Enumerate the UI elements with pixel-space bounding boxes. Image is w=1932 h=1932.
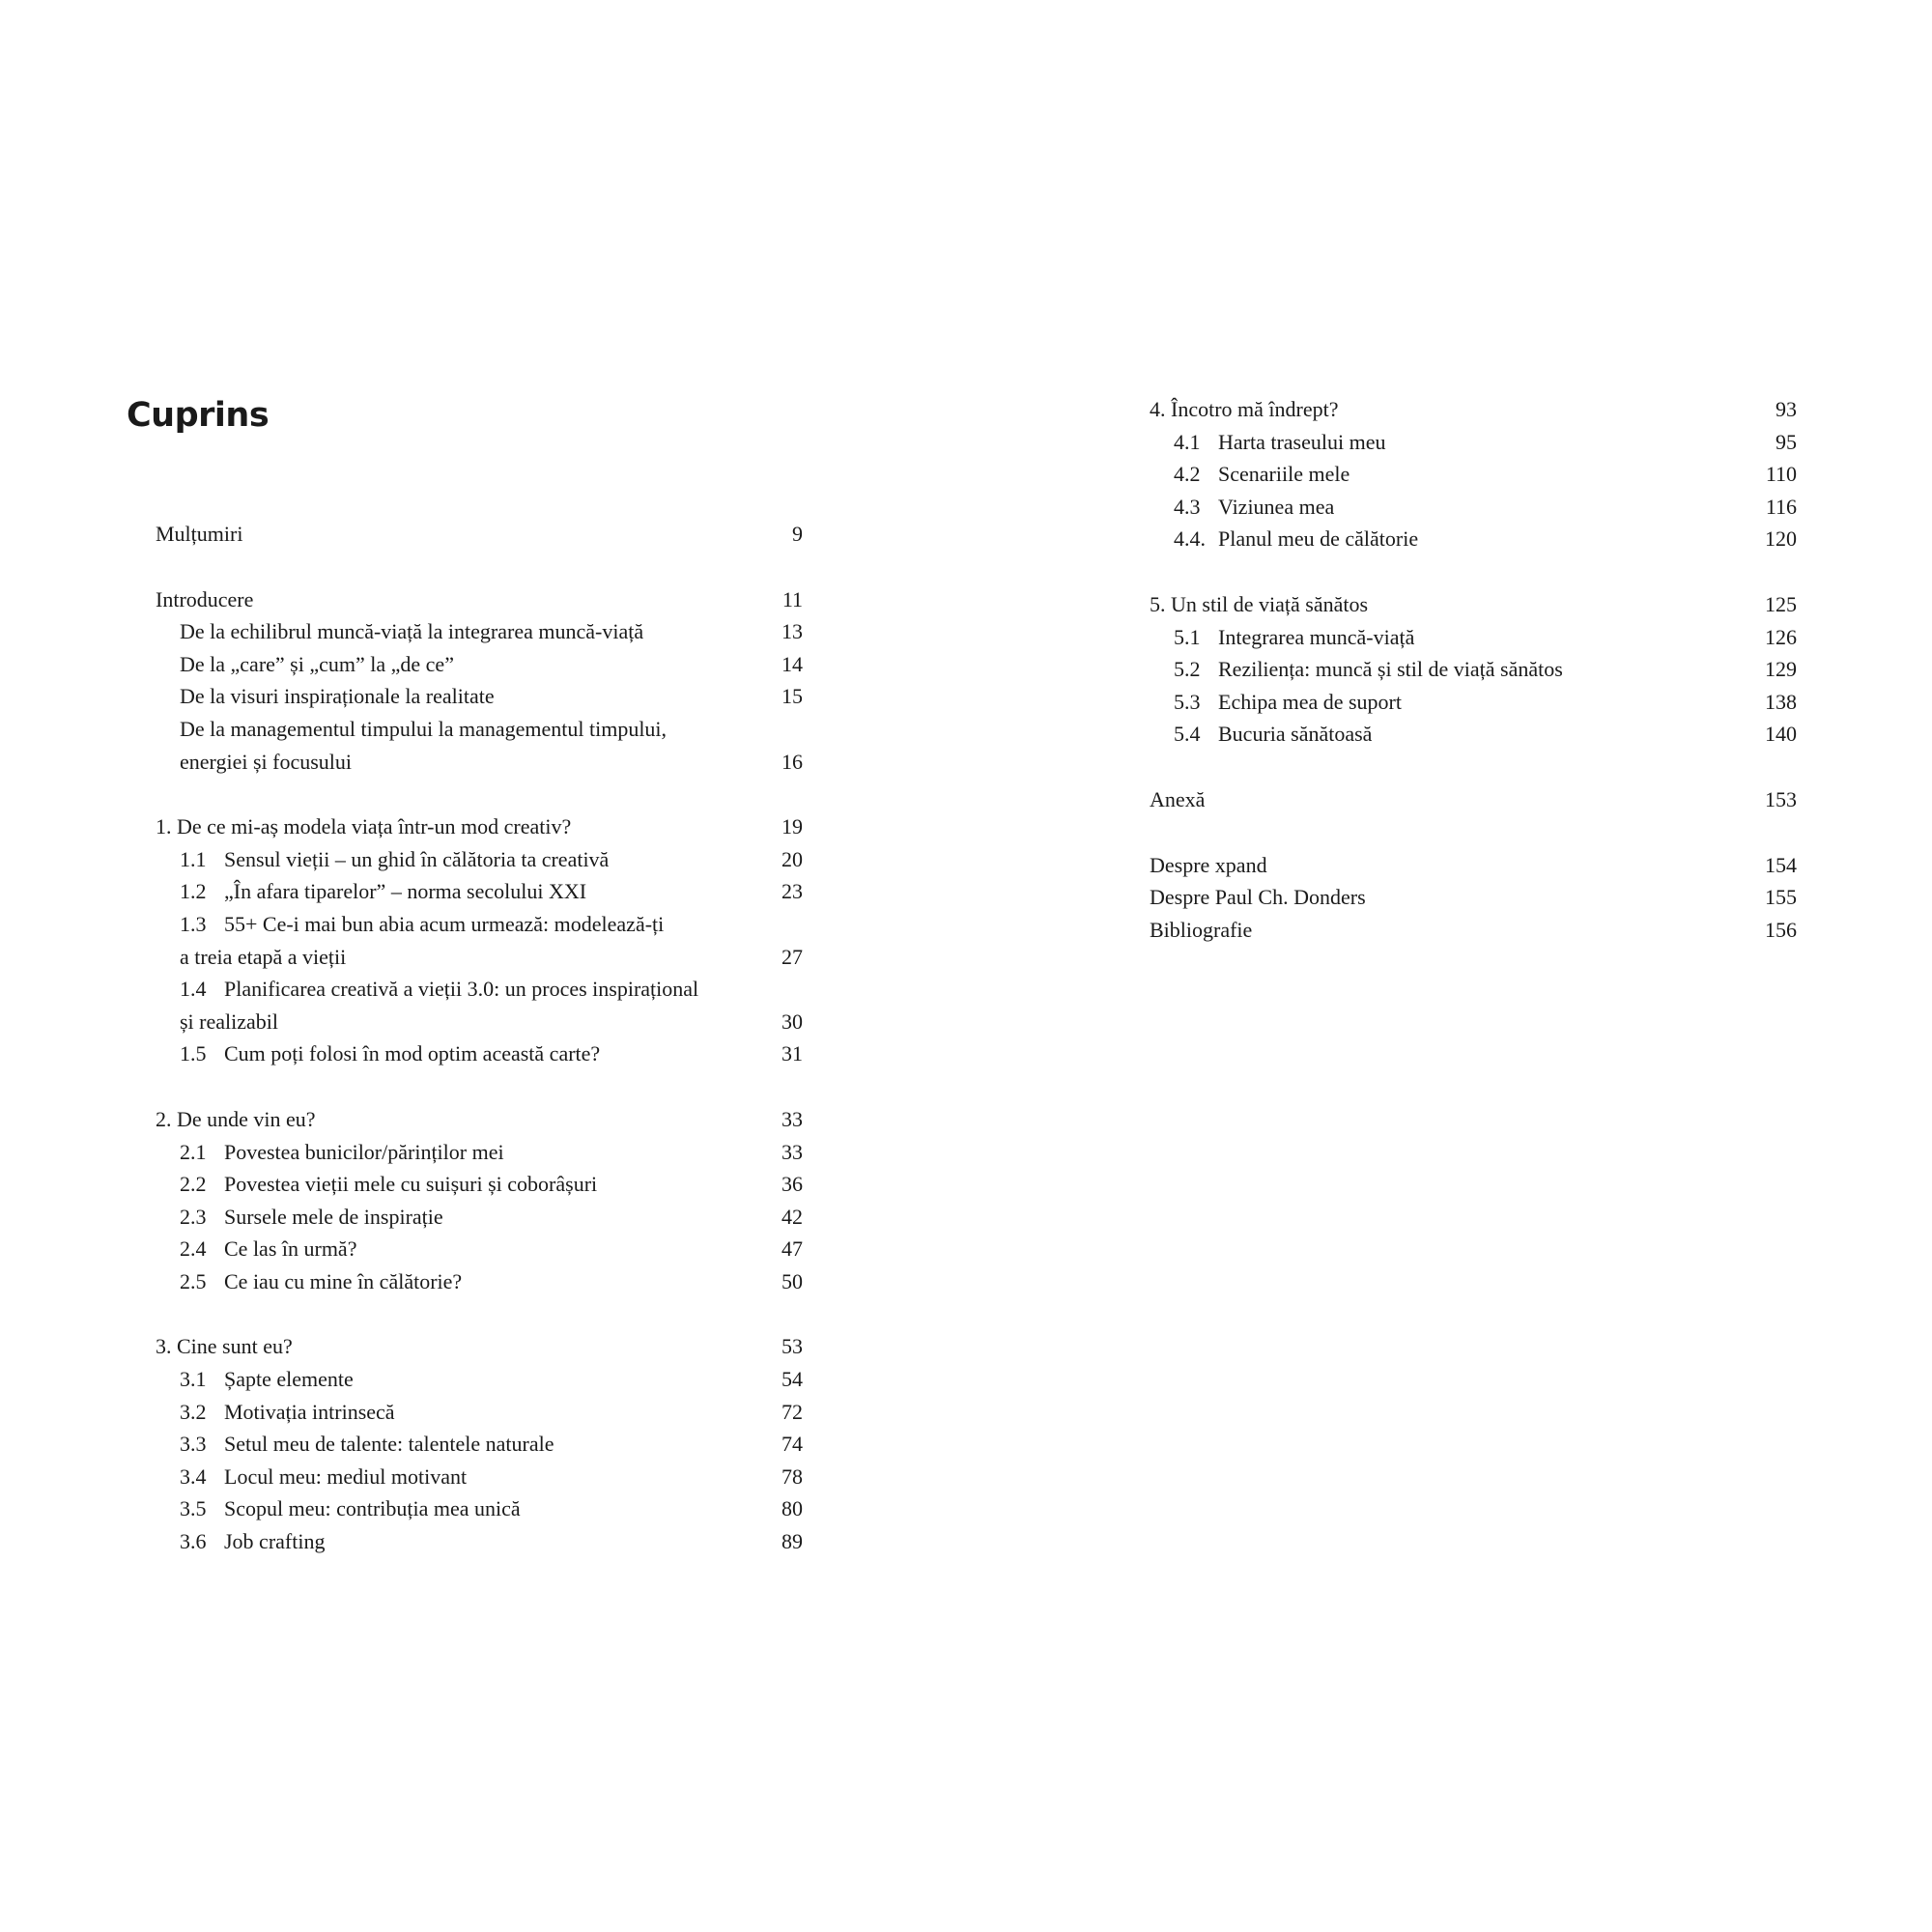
toc-entry-title: 55+ Ce-i mai bun abia acum urmează: modelează-ți bbox=[224, 911, 665, 936]
toc-entry-title: Setul meu de talente: talentele naturale bbox=[224, 1432, 554, 1457]
toc-page-number: 23 bbox=[781, 879, 803, 904]
toc-subentry bbox=[1150, 621, 1797, 654]
toc-chapter-2 bbox=[156, 1103, 803, 1298]
toc-page-number: 9 bbox=[792, 522, 803, 546]
toc-entry-title: 3. Cine sunt eu? bbox=[156, 1334, 293, 1359]
toc-section-number: 5.1 bbox=[1174, 624, 1201, 649]
toc-entry-title: Ce las în urmă? bbox=[224, 1236, 357, 1262]
toc-section-annex bbox=[1150, 783, 1797, 816]
toc-section-number: 2.2 bbox=[180, 1172, 207, 1197]
toc-entry-title: Locul meu: mediul motivant bbox=[224, 1463, 468, 1489]
toc-entry-title: 2. De unde vin eu? bbox=[156, 1106, 316, 1131]
toc-subentry-continued bbox=[156, 941, 803, 974]
toc-page-number: 33 bbox=[781, 1139, 803, 1164]
toc-left-column bbox=[156, 518, 803, 1591]
toc-subentry bbox=[156, 875, 803, 908]
toc-section-number: 1.3 bbox=[180, 911, 207, 936]
toc-entry bbox=[1150, 849, 1797, 882]
toc-subentry bbox=[156, 1201, 803, 1234]
toc-page-number: 120 bbox=[1765, 526, 1797, 552]
toc-chapter-3 bbox=[156, 1330, 803, 1557]
toc-section-number: 5.4 bbox=[1174, 722, 1201, 747]
toc-page-number: 126 bbox=[1765, 624, 1797, 649]
toc-subentry bbox=[1150, 686, 1797, 719]
toc-page-number: 78 bbox=[781, 1463, 803, 1489]
toc-chapter-5 bbox=[1150, 588, 1797, 751]
toc-subentry bbox=[156, 1037, 803, 1070]
toc-section-number: 5.2 bbox=[1174, 657, 1201, 682]
toc-right-column bbox=[1150, 393, 1797, 979]
toc-page-number: 50 bbox=[781, 1268, 803, 1293]
toc-section-number: 2.4 bbox=[180, 1236, 207, 1262]
toc-entry-title: Despre Paul Ch. Donders bbox=[1150, 885, 1366, 910]
toc-subentry bbox=[156, 680, 803, 713]
toc-entry bbox=[1150, 881, 1797, 914]
toc-entry-title: Bibliografie bbox=[1150, 917, 1253, 942]
toc-section-number: 4.1 bbox=[1174, 429, 1201, 454]
toc-section-number: 4.2 bbox=[1174, 462, 1201, 487]
toc-entry-title: Echipa mea de suport bbox=[1218, 689, 1402, 714]
toc-entry-title: Mulțumiri bbox=[156, 522, 243, 546]
toc-section-number: 3.6 bbox=[180, 1529, 207, 1554]
toc-page-number: 47 bbox=[781, 1236, 803, 1262]
toc-entry-title: Ce iau cu mine în călătorie? bbox=[224, 1268, 463, 1293]
toc-entry-title: De la managementul timpului la managementul timpului, bbox=[180, 716, 668, 741]
toc-entry-title: Despre xpand bbox=[1150, 852, 1267, 877]
toc-page-number: 72 bbox=[781, 1399, 803, 1424]
toc-entry-title: Reziliența: muncă și stil de viață sănătos bbox=[1218, 657, 1563, 682]
toc-entry-title: 1. De ce mi-aș modela viața într-un mod creativ? bbox=[156, 814, 572, 839]
toc-page-number: 19 bbox=[781, 814, 803, 839]
toc-page-number: 36 bbox=[781, 1172, 803, 1197]
toc-section-number: 2.3 bbox=[180, 1204, 207, 1229]
toc-page-number: 155 bbox=[1765, 885, 1797, 910]
toc-subentry bbox=[156, 1233, 803, 1265]
toc-page-number: 140 bbox=[1765, 722, 1797, 747]
toc-chapter-heading bbox=[156, 1103, 803, 1136]
toc-entry bbox=[1150, 783, 1797, 816]
toc-section-introduction bbox=[156, 583, 803, 779]
toc-page-number: 95 bbox=[1776, 429, 1797, 454]
toc-section-number: 5.3 bbox=[1174, 689, 1201, 714]
toc-page-number: 33 bbox=[781, 1106, 803, 1131]
toc-subentry bbox=[156, 1492, 803, 1525]
toc-subentry bbox=[1150, 718, 1797, 751]
toc-chapter-heading bbox=[1150, 393, 1797, 426]
toc-page-number: 138 bbox=[1765, 689, 1797, 714]
toc-page-number: 54 bbox=[781, 1367, 803, 1392]
toc-entry-title: Cum poți folosi în mod optim această carte? bbox=[224, 1041, 601, 1066]
toc-page-number: 15 bbox=[781, 684, 803, 709]
toc-chapter-heading bbox=[156, 1330, 803, 1363]
toc-section-number: 3.3 bbox=[180, 1432, 207, 1457]
toc-page-number: 16 bbox=[781, 749, 803, 774]
toc-page-number: 27 bbox=[781, 944, 803, 969]
toc-entry bbox=[156, 583, 803, 616]
toc-section-back-matter bbox=[1150, 849, 1797, 947]
toc-section-number: 1.5 bbox=[180, 1041, 207, 1066]
toc-subentry bbox=[156, 1265, 803, 1298]
toc-subentry-continued bbox=[156, 1006, 803, 1038]
toc-page-number: 30 bbox=[781, 1009, 803, 1034]
toc-subentry bbox=[156, 1525, 803, 1558]
toc-subentry bbox=[156, 1428, 803, 1461]
toc-page-number: 42 bbox=[781, 1204, 803, 1229]
toc-entry-title: energiei și focusului bbox=[180, 749, 352, 774]
toc-section-number: 1.4 bbox=[180, 977, 207, 1002]
toc-entry-title: De la „care” și „cum” la „de ce” bbox=[180, 651, 454, 676]
toc-entry-title: Integrarea muncă-viață bbox=[1218, 624, 1415, 649]
toc-entry-title: Anexă bbox=[1150, 786, 1206, 811]
toc-entry bbox=[156, 518, 803, 551]
toc-section-number: 4.3 bbox=[1174, 494, 1201, 519]
toc-entry-title: Povestea bunicilor/părinților mei bbox=[224, 1139, 504, 1164]
toc-subentry bbox=[156, 1396, 803, 1429]
toc-section-number: 2.1 bbox=[180, 1139, 207, 1164]
toc-subentry bbox=[156, 1168, 803, 1201]
toc-section-number: 2.5 bbox=[180, 1268, 207, 1293]
toc-subentry bbox=[1150, 426, 1797, 459]
page-title: Cuprins bbox=[127, 396, 270, 435]
toc-entry-title: 5. Un stil de viață sănătos bbox=[1150, 591, 1369, 616]
toc-entry-title: Harta traseului meu bbox=[1218, 429, 1386, 454]
toc-page-number: 31 bbox=[781, 1041, 803, 1066]
toc-section-number: 4.4. bbox=[1174, 526, 1206, 552]
toc-chapter-heading bbox=[156, 810, 803, 843]
toc-section-number: 3.5 bbox=[180, 1496, 207, 1521]
toc-entry-title: Bucuria sănătoasă bbox=[1218, 722, 1373, 747]
toc-entry-title: a treia etapă a vieții bbox=[180, 944, 347, 969]
toc-subentry bbox=[1150, 653, 1797, 686]
toc-subentry bbox=[156, 713, 803, 746]
toc-entry-title: De la echilibrul muncă-viață la integrarea muncă-viață bbox=[180, 619, 644, 644]
toc-page-number: 156 bbox=[1765, 917, 1797, 942]
toc-page-number: 20 bbox=[781, 846, 803, 871]
toc-entry-title: Motivația intrinsecă bbox=[224, 1399, 395, 1424]
toc-page-number: 80 bbox=[781, 1496, 803, 1521]
toc-entry-title: Șapte elemente bbox=[224, 1367, 354, 1392]
toc-page-number: 53 bbox=[781, 1334, 803, 1359]
toc-subentry bbox=[1150, 491, 1797, 524]
toc-chapter-1 bbox=[156, 810, 803, 1070]
toc-entry-title: Job crafting bbox=[224, 1529, 326, 1554]
toc-subentry bbox=[156, 648, 803, 681]
toc-page-number: 11 bbox=[781, 586, 803, 611]
toc-entry-title: Viziunea mea bbox=[1218, 494, 1335, 519]
toc-entry-title: Sensul vieții – un ghid în călătoria ta creativă bbox=[224, 846, 610, 871]
toc-entry-title: 4. Încotro mă îndrept? bbox=[1150, 397, 1339, 421]
toc-page-number: 13 bbox=[781, 619, 803, 644]
toc-page-number: 129 bbox=[1765, 657, 1797, 682]
toc-section-acknowledgements bbox=[156, 518, 803, 551]
toc-page-number: 153 bbox=[1765, 786, 1797, 811]
toc-page-number: 74 bbox=[781, 1432, 803, 1457]
toc-page-number: 116 bbox=[1765, 494, 1797, 519]
toc-entry-title: Planul meu de călătorie bbox=[1218, 526, 1419, 552]
toc-subentry bbox=[1150, 458, 1797, 491]
toc-entry-title: Planificarea creativă a vieții 3.0: un proces inspirațional bbox=[224, 977, 699, 1002]
toc-subentry bbox=[156, 973, 803, 1006]
toc-entry-title: și realizabil bbox=[180, 1009, 279, 1034]
toc-page-number: 110 bbox=[1765, 462, 1797, 487]
toc-entry-title: „În afara tiparelor” – norma secolului XXI bbox=[224, 879, 587, 904]
toc-subentry bbox=[156, 1136, 803, 1169]
toc-entry-title: Scenariile mele bbox=[1218, 462, 1350, 487]
toc-page-number: 89 bbox=[781, 1529, 803, 1554]
toc-chapter-heading bbox=[1150, 588, 1797, 621]
toc-section-number: 3.4 bbox=[180, 1463, 207, 1489]
toc-subentry bbox=[156, 908, 803, 941]
toc-subentry bbox=[156, 615, 803, 648]
toc-section-number: 1.2 bbox=[180, 879, 207, 904]
toc-entry-title: De la visuri inspiraționale la realitate bbox=[180, 684, 495, 709]
toc-section-number: 3.2 bbox=[180, 1399, 207, 1424]
toc-section-number: 3.1 bbox=[180, 1367, 207, 1392]
toc-entry bbox=[1150, 914, 1797, 947]
toc-subentry bbox=[156, 1363, 803, 1396]
toc-subentry bbox=[156, 1461, 803, 1493]
toc-page-number: 125 bbox=[1765, 591, 1797, 616]
toc-entry-title: Introducere bbox=[156, 586, 254, 611]
toc-page-number: 154 bbox=[1765, 852, 1797, 877]
toc-subentry bbox=[156, 843, 803, 876]
toc-subentry-continued bbox=[156, 746, 803, 779]
toc-page-number: 14 bbox=[781, 651, 803, 676]
toc-page-number: 93 bbox=[1776, 397, 1797, 421]
toc-entry-title: Sursele mele de inspirație bbox=[224, 1204, 443, 1229]
toc-entry-title: Povestea vieții mele cu suișuri și coborâșuri bbox=[224, 1172, 598, 1197]
toc-entry-title: Scopul meu: contribuția mea unică bbox=[224, 1496, 521, 1521]
toc-subentry bbox=[1150, 523, 1797, 555]
toc-chapter-4 bbox=[1150, 393, 1797, 555]
toc-section-number: 1.1 bbox=[180, 846, 207, 871]
